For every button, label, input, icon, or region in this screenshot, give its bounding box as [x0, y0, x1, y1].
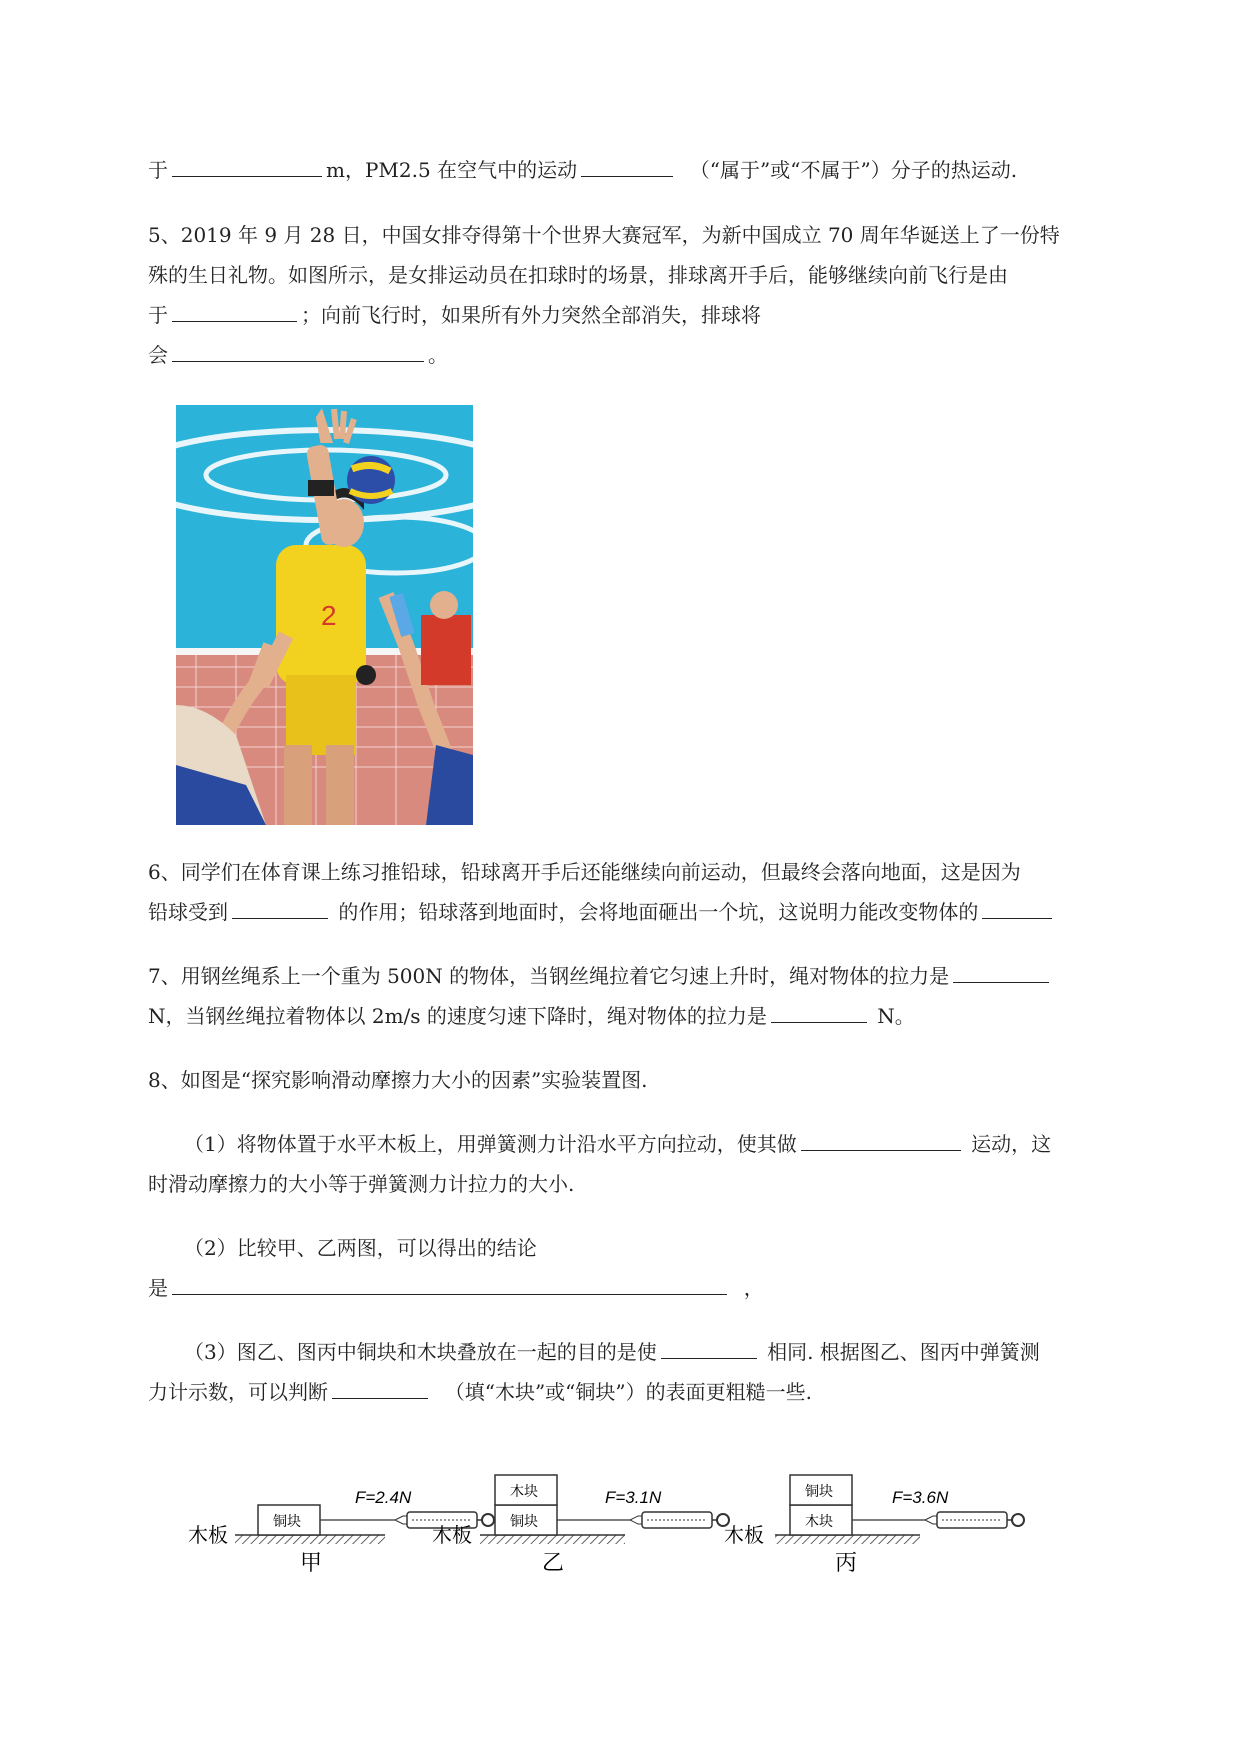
q5-text: 。 [428, 343, 448, 367]
q8-blank-1[interactable] [801, 1130, 961, 1151]
q7-text: N，当钢丝绳拉着物体以 2m/s 的速度匀速下降时，绳对物体的拉力是 [148, 1004, 767, 1028]
q8-p3-line-1 [184, 1338, 1040, 1366]
q6-line-2 [148, 898, 1052, 926]
q4-text: m，PM2.5 在空气中的运动 [326, 158, 578, 182]
caption-jia: 甲 [300, 1550, 323, 1575]
board [480, 1535, 625, 1544]
q8-text: 力计示数，可以判断 [148, 1380, 328, 1404]
force-label: F=3.6N [892, 1488, 949, 1507]
q8-text: 相同. 根据图乙、图丙中弹簧测 [767, 1340, 1040, 1364]
q5-blank-1[interactable] [172, 301, 297, 322]
q8-text: ， [743, 1276, 764, 1300]
q8-p2-line-2 [148, 1274, 764, 1302]
q7-blank-1[interactable] [953, 962, 1049, 983]
svg-text:2: 2 [321, 600, 337, 631]
q4-text: 于 [148, 158, 168, 182]
q7-text: 7、用钢丝绳系上一个重为 500N 的物体，当钢丝绳拉着它匀速上升时，绳对物体的拉力是 [148, 964, 950, 988]
q5-text: ；向前飞行时，如果所有外力突然全部消失，排球将 [301, 303, 761, 327]
board-label: 木板 [432, 1525, 472, 1547]
q7-line-2 [148, 1002, 915, 1030]
q6-blank-1[interactable] [232, 898, 328, 919]
caption-yi: 乙 [542, 1550, 565, 1575]
q5-line-4 [148, 341, 448, 369]
q6-text: 铅球受到 [148, 900, 228, 924]
q8-blank-3[interactable] [661, 1338, 757, 1359]
force-label: F=3.1N [605, 1488, 662, 1507]
q8-text: （1）将物体置于水平木板上，用弹簧测力计沿水平方向拉动，使其做 [184, 1132, 797, 1156]
q8-p1-line-1 [184, 1130, 1051, 1158]
q5-text: 会 [148, 343, 168, 367]
force-label: F=2.4N [355, 1488, 412, 1507]
q6-blank-2[interactable] [982, 898, 1052, 919]
q6-line-1: 6、同学们在体育课上练习推铅球，铅球离开手后还能继续向前运动，但最终会落向地面，这是因为 [148, 860, 1021, 884]
q8-p3-line-2 [148, 1378, 812, 1406]
q8-text: （填“木块”或“铜块”）的表面更粗糙一些. [444, 1380, 812, 1404]
q5-line-2: 殊的生日礼物。如图所示，是女排运动员在扣球时的场景，排球离开手后，能够继续向前飞行是由 [148, 263, 1008, 287]
friction-experiment-diagram [180, 1470, 1100, 1580]
wood-label: 木块 [510, 1483, 538, 1499]
q8-title: 8、如图是“探究影响滑动摩擦力大小的因素”实验装置图. [148, 1068, 648, 1092]
q8-p1-line-2: 时滑动摩擦力的大小等于弹簧测力计拉力的大小. [148, 1172, 575, 1196]
q5-line-1: 5、2019 年 9 月 28 日，中国女排夺得第十个世界大赛冠军，为新中国成立 70 周年华诞送上了一份特 [148, 223, 1060, 247]
q7-blank-2[interactable] [771, 1002, 867, 1023]
q4-text: （“属于”或“不属于”）分子的热运动. [689, 158, 1018, 182]
q8-text: （3）图乙、图丙中铜块和木块叠放在一起的目的是使 [184, 1340, 657, 1364]
setup-bing [724, 1475, 1024, 1575]
q7-text: N。 [877, 1004, 915, 1028]
q4-blank-1[interactable] [172, 156, 322, 177]
q8-p2-line-1: （2）比较甲、乙两图，可以得出的结论 [184, 1236, 537, 1260]
wood-label: 木块 [805, 1513, 833, 1529]
board-label: 木板 [188, 1525, 228, 1547]
copper-label: 铜块 [805, 1483, 833, 1499]
q5-text: 于 [148, 303, 168, 327]
q7-line-1 [148, 962, 1049, 990]
q4-blank-2[interactable] [581, 156, 673, 177]
volleyball-photo [176, 405, 473, 825]
copper-label: 铜块 [510, 1513, 538, 1529]
q8-blank-2[interactable] [172, 1274, 727, 1295]
board-label: 木板 [724, 1525, 764, 1547]
q8-text: 是 [148, 1276, 168, 1300]
caption-bing: 丙 [835, 1550, 858, 1575]
board [235, 1535, 385, 1544]
q4-tail-line [148, 156, 1017, 184]
q5-blank-2[interactable] [172, 341, 424, 362]
copper-label: 铜块 [273, 1513, 301, 1529]
board [775, 1535, 920, 1544]
q5-line-3 [148, 301, 761, 329]
q8-text: 运动，这 [971, 1132, 1052, 1156]
q6-text: 的作用；铅球落到地面时，会将地面砸出一个坑，这说明力能改变物体的 [338, 900, 979, 924]
q8-blank-4[interactable] [332, 1378, 428, 1399]
